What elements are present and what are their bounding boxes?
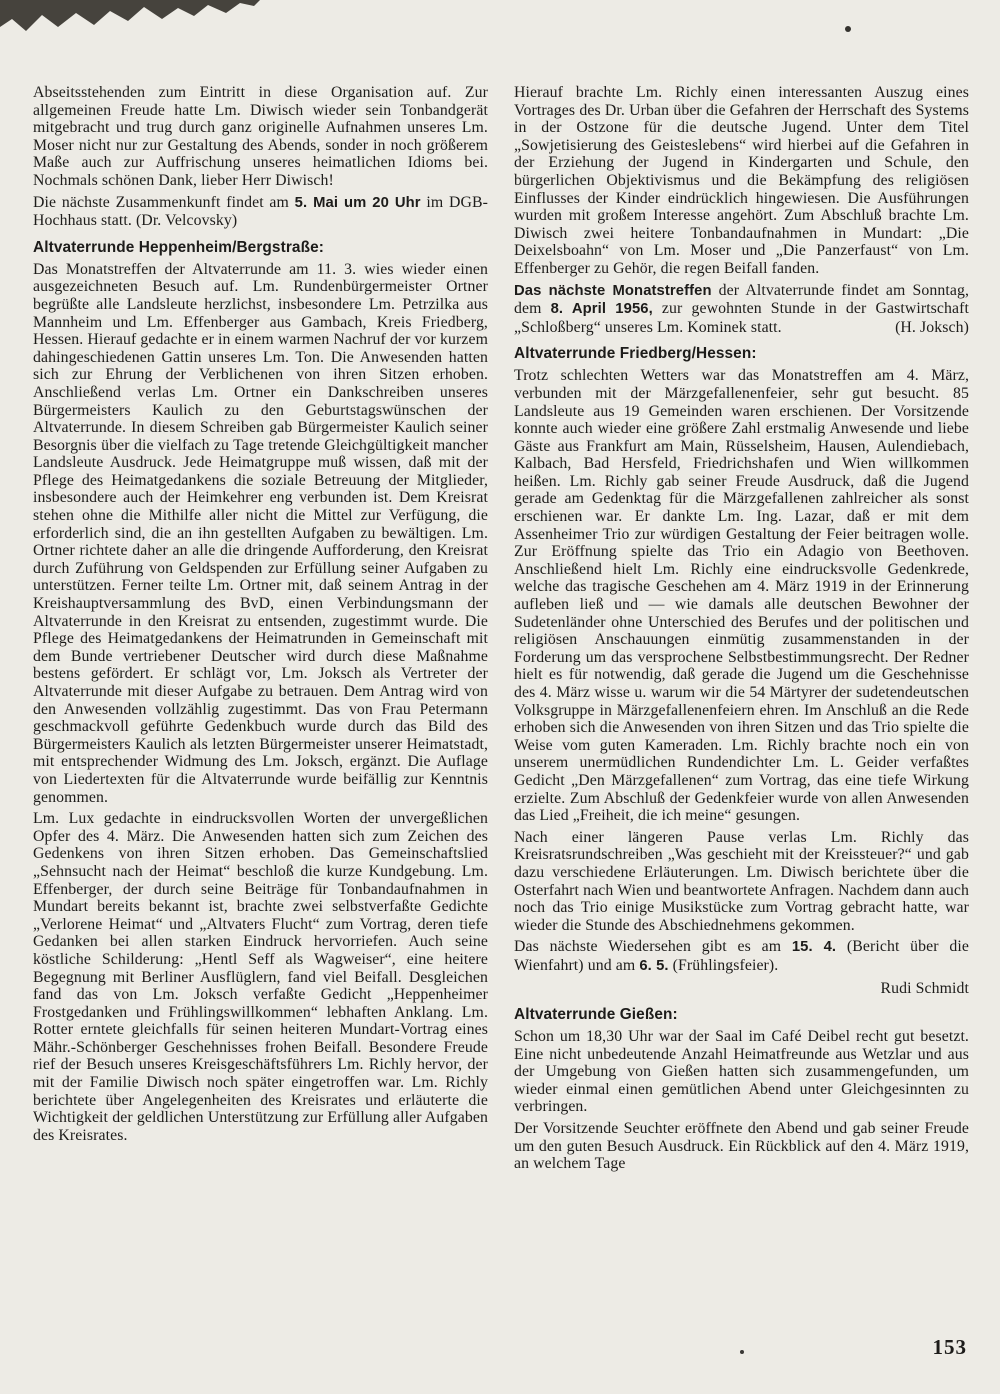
text-run: Nach einer längeren Pause verlas Lm. Richly das Kreisratsrundschreiben „Was geschieht mit der Kreissteuer?“ und gab dazu verschiedene Erläuterungen. Lm. Diwisch berichtete über die Osterfahrt nach Wien und beantwortete Anfragen. Nachdem dann auch noch das Trio einige Musikstücke zum Vortrag gebracht hatte, war wieder die Stunde des Abschiednehmens gekommen. bbox=[514, 828, 969, 934]
paragraph bbox=[33, 194, 488, 230]
text-run: Der Vorsitzende Seuchter eröffnete den Abend und gab seiner Freude um den guten Besuch Ausdruck. Ein Rückblick auf den 4. März 1919, an welchem Tage bbox=[514, 1120, 969, 1173]
text-run: Trotz schlechten Wetters war das Monatstreffen am 4. März, verbunden mit der Märzgefallenenfeier, sehr gut besucht. 85 Landsleute aus 19 Gemeinden waren erschienen. Der Vorsitzende konnte auch wieder eine größere Zahl erstmalig Anwesende und liebe Gäste aus Frankfurt am Main, Rüsselsheim, Hausen, Aulendiebach, Kalbach, Bad Hersfeld, Friedrichshafen und Wien willkommen heißen. Lm. Richly gab seiner Freude Ausdruck, daß die Jugend gerade am Gedenktag für die Märzgefallenen zahlreicher als sonst erschienen war. Er dankte Lm. Ing. Lazar, daß er mit dem Assenheimer Trio zur würdigen Gestaltung der Feier beitragen wolle. Zur Eröffnung spielte das Trio ein Adagio von Beethoven. Anschließend hielt Lm. Richly eine eindrucksvolle Gedenkrede, welche das tragische Geschehen am 4. März 1919 in der Erinnerung aufleben ließ und — wie damals alle deutschen Bewohner der Sudetenländer ohne Unterschied des Berufes und der politischen und religiösen Anschauungen einmütig zusammenstanden in der Forderung um das versprochene Selbstbestimmungsrecht. Der Redner hielt es für notwendig, daß gerade die Jugend um die Geschehnisse des 4. März wisse u. warum wir die 54 Märtyrer der sudetendeutschen Volksgruppe in Märzgefallenenfeiern ehren. Im Anschluß an die Rede erhoben sich die Anwesenden von ihren Sitzen und das Trio spielte die Weise vom guten Kameraden. Lm. Richly brachte noch ein von unserem unermüdlichen Rundendichter Lm. L. Geider verfaßtes Gedicht „Den Märzgefallenen“ zum Vortrag, das eine tiefe Wirkung erzielte. Zum Abschluß der Gedenkfeier wurde von allen Anwesenden das Lied „Freiheit, die ich meine“ gesungen. bbox=[514, 367, 969, 825]
attribution-run: (H. Joksch) bbox=[895, 318, 969, 336]
paragraph bbox=[514, 1120, 969, 1173]
paragraph bbox=[514, 84, 969, 278]
article-columns bbox=[33, 84, 969, 1177]
paragraph bbox=[33, 261, 488, 806]
bold-run: 15. 4. bbox=[791, 939, 837, 956]
paragraph bbox=[514, 1028, 969, 1116]
signature: Rudi Schmidt bbox=[880, 979, 969, 997]
column-right bbox=[514, 84, 969, 1177]
text-run: Lm. Lux gedachte in eindrucksvollen Worten der unvergeßlichen Opfer des 4. März. Die Anwesenden hatten sich zum Zeichen des Gedenkens von ihren Sitzen erhoben. Das Gemeinschaftslied „Sehnsucht nach der Heimat“ beschloß die kurze Kundgebung. Lm. Effenberger, der durch seine Beiträge für Tonbandaufnahmen in Mundart bereits bekannt ist, brachte zwei selbstverfaßte Gedichte „Verlorene Heimat“ und „Altvaters Flucht“ zum Vortrag, deren tiefe Gedanken bei allen starken Eindruck hervorriefen. Auch seine köstliche Schilderung: „Hentl Seff als Wagweiser“, eine heitere Begegnung mit Berliner Ausflüglern, fand viel Beifall. Desgleichen fand das von Lm. Joksch verfaßte Gedicht „Heppenheimer Frostgedanken und Frühlingswillkommen“ lebhaften Anklang. Lm. Rotter erntete gleichfalls für seinen heiteren Mundart-Vortrag eines Mähr.-Schönberger Geschehnisses frohen Beifall. Besondere Freude rief der Besuch unseres Kreisgeschäftsführers Lm. Richly hervor, der mit der Familie Diwisch noch später eingetroffen war. Lm. Richly berichtete über Angelegenheiten des Kreisrates und erläuterte die Wichtigkeit der geldlichen Unterstützung zur Erfüllung aller Aufgaben des Kreisrates. bbox=[33, 810, 488, 1144]
paragraph bbox=[33, 810, 488, 1144]
torn-edge-decoration bbox=[0, 0, 1000, 42]
text-run: (Frühlingsfeier). bbox=[668, 956, 779, 974]
ink-speck-top bbox=[845, 26, 851, 32]
torn-paper-shadow bbox=[0, 0, 260, 31]
column-left bbox=[33, 84, 488, 1177]
paragraph bbox=[514, 367, 969, 824]
paragraph bbox=[33, 84, 488, 190]
section-heading: Altvaterrunde Friedberg/Hessen: bbox=[514, 345, 757, 363]
text-run: im DGB-Hochhaus statt. (Dr. Velcovsky) bbox=[33, 193, 489, 230]
paragraph bbox=[514, 938, 969, 975]
text-run: (Bericht über die Wienfahrt) und am bbox=[514, 938, 969, 974]
section-heading: Altvaterrunde Gießen: bbox=[514, 1006, 678, 1024]
text-run: Hierauf brachte Lm. Richly einen interessanten Auszug eines Vortrages des Dr. Urban über die Gefahren der Herrschaft des Systems in der Ostzone für die deutsche Jugend. Unter dem Titel „Sowjetisierung des Geisteslebens“ wird hierbei auf die Gefahren in der Erziehung der Jugend in Kindergarten und Schule, den bürgerlichen Objektivismus und die Bekämpfung des religiösen Einflusses der Kinder eindrücklich hingewiesen. Die Ausführungen wurden mit großem Interesse angehört. Zum Abschluß brachte Lm. Diwisch zwei heitere Tonbandaufnahmen in Mundart: „Die Deixelsboahn“ von Lm. Moser und „Die Panzerfaust“ von Lm. Effenberger zu Gehör, die regen Beifall fanden. bbox=[514, 84, 969, 277]
text-run: Schon um 18,30 Uhr war der Saal im Café Deibel recht gut besetzt. Eine nicht unbedeutende Anzahl Heimatfreunde aus Wetzlar und aus der Umgebung von Gießen hatten sich zusammengefunden, um wieder einmal einen gemütlichen Abend unter Gleichgesinnten zu verbringen. bbox=[514, 1028, 969, 1116]
bold-run: 5. Mai um 20 Uhr bbox=[294, 194, 421, 211]
text-run: Das Monatstreffen der Altvaterrunde am 11. 3. wies wieder einen ausgezeichneten Besuch auf. Lm. Rundenbürgermeister Ortner begrüßte alle Landsleute herzlichst, insbesondere Lm. Petrzilka aus Mannheim und Lm. Effenberger aus Gambach, Kreis Friedberg, Hessen. Hierauf gedachte er in einem warmen Nachruf der vor kurzem dahingeschiedenen Gattin unseres Lm. Ton. Die Anwesenden hatten sich zur Ehrung der Verblichenen von ihren Sitzen erhoben. Anschließend verlas Lm. Ortner ein Dankschreiben unseres Bürgermeisters Kaulich zu den Geburtstagswünschen der Altvaterrunde. In diesem Schreiben gab Bürgermeister Kaulich seiner Besorgnis über die vielfach zu Tage tretende Gleichgültigkeit mancher Landsleute Ausdruck. Jede Heimatgruppe muß wissen, daß mit der Pflege des Heimatgedankens die soziale Betreuung der Mitglieder, insbesondere auch der Heimkehrer eng verbunden ist. Dem Kreisrat stehen ohne die Mithilfe aller nicht die Mittel zur Verfügung, die erforderlich sind, die an ihn gestellten Aufgaben zu bewältigen. Lm. Ortner richtete daher an alle die dringende Aufforderung, den Kreisrat durch Zuführung von Geldspenden zur Erfüllung seiner Aufgaben zu unterstützen. Ferner teilte Lm. Ortner mit, daß seinem Antrag in der Kreishauptversammlung des BvD, einen Verbindungsmann der Altvaterrunde in den Kreisrat zu entsenden, zugestimmt wurde. Die Pflege des Heimatgedankens der Heimatrunden in Gemeinschaft mit dem Bunde vertriebener Deutscher wird durch diese Maßnahme bestens gefördert. Er schlägt vor, Lm. Joksch als Vertreter der Altvaterrunde mit dieser Aufgabe zu betrauen. Dem Antrag wird von den Anwesenden vollzählig zugestimmt. Das von Frau Petermann geschmackvoll geführte Gedenkbuch wurde durch das Bild des Bürgermeisters Kaulich als letzten Bürgermeister unserer Heimatstadt, mit entsprechender Widmung des Lm. Joksch, ergänzt. Die Auflage von Liedertexten für die Altvaterrunde wurde beifällig zur Kenntnis genommen. bbox=[33, 260, 488, 806]
text-run: Die nächste Zusammenkunft findet am bbox=[33, 193, 295, 211]
bold-run: Das nächste Monatstreffen bbox=[514, 282, 712, 299]
page-number: 153 bbox=[932, 1335, 967, 1359]
section-heading: Altvaterrunde Heppenheim/Bergstraße: bbox=[33, 238, 324, 256]
paragraph bbox=[514, 282, 969, 337]
paragraph bbox=[514, 829, 969, 935]
text-run: Abseitsstehenden zum Eintritt in diese Organisation auf. Zur allgemeinen Freude hatte Lm. Diwisch wieder sein Tonbandgerät mitgebracht und trug durch ganz originelle Aufnahmen unseres Lm. Moser nicht nur zur Gestaltung des Abends, sonder in noch größerem Maße auch zur Auffrischung unseres heimatlichen Idioms bei. Nochmals schönen Dank, lieber Herr Diwisch! bbox=[33, 84, 488, 189]
bold-run: 8. April 1956, bbox=[550, 301, 653, 318]
bold-run: 6. 5. bbox=[639, 957, 669, 974]
text-run: der Altvaterrunde findet am Sonntag, dem bbox=[514, 281, 969, 318]
text-run: Das nächste Wiedersehen gibt es am bbox=[514, 938, 792, 956]
text-run: zur gewohnten Stunde in der Gastwirtschaft „Schloßberg“ unseres Lm. Kominek statt. bbox=[514, 300, 970, 336]
ink-speck-bottom bbox=[740, 1350, 744, 1354]
